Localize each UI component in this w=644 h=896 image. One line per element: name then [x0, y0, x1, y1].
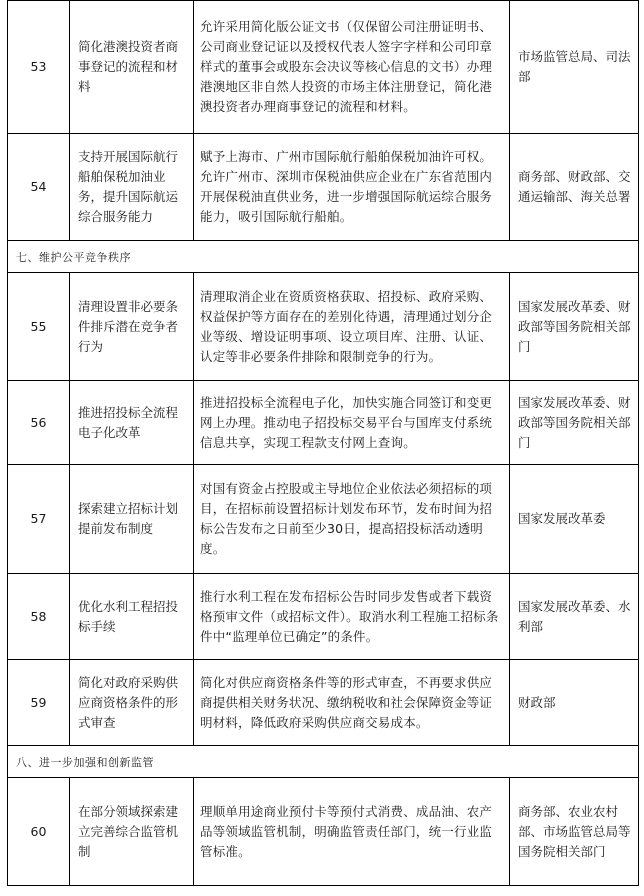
responsible-department: 商务部、财政部、交通运输部、海关总署 — [518, 169, 631, 204]
reform-content: 理顺单用途商业预付卡等预付式消费、成品油、农产品等领域监管机制，明确监管责任部门，统一行业监管标准。 — [194, 778, 510, 885]
table-row — [8, 465, 638, 574]
row-number: 54 — [8, 134, 70, 240]
reform-item: 在部分领域探索建立完善综合监管机制 — [70, 778, 194, 885]
responsible-department: 国家发展改革委、财政部等国务院相关部门 — [518, 394, 631, 450]
section-heading-row — [8, 241, 638, 273]
section-heading: 八、进一步加强和创新监管 — [16, 755, 154, 769]
reform-item: 探索建立招标计划提前发布制度 — [70, 465, 194, 573]
responsible-department: 国家发展改革委、水利部 — [518, 598, 631, 634]
reform-content: 推进招投标全流程电子化，加快实施合同签订和变更网上办理。推动电子招投标交易平台与国库支付系统信息共享，实现工程款支付网上查询。 — [194, 381, 510, 464]
policy-table — [7, 0, 639, 886]
table-row — [8, 778, 638, 886]
reform-item: 推进招投标全流程电子化改革 — [70, 381, 194, 464]
reform-item: 简化对政府采购供应商资格条件的形式审查 — [70, 660, 194, 745]
table-row — [8, 134, 638, 241]
row-number: 60 — [8, 778, 70, 885]
section-heading: 七、维护公平竞争秩序 — [16, 250, 131, 264]
section-heading-row — [8, 746, 638, 778]
reform-content: 推行水利工程在发布招标公告时同步发售或者下载资格预审文件（或招标文件）。取消水利工程施工招标条件中“监理单位已确定”的条件。 — [194, 574, 510, 659]
row-number: 59 — [8, 660, 70, 745]
reform-content: 清理取消企业在资质资格获取、招投标、政府采购、权益保护等方面存在的差别化待遇，清理通过划分企业等级、增设证明事项、设立项目库、注册、认证、认定等非必要条件排除和限制竞争的行为。 — [194, 273, 510, 380]
row-number: 57 — [8, 465, 70, 573]
table-row — [8, 574, 638, 660]
reform-item: 支持开展国际航行船舶保税加油业务，提升国际航运综合服务能力 — [70, 134, 194, 240]
reform-item: 清理设置非必要条件排斥潜在竞争者行为 — [70, 273, 194, 380]
responsible-department: 国家发展改革委、财政部等国务院相关部门 — [518, 298, 631, 354]
row-number: 56 — [8, 381, 70, 464]
row-number: 55 — [8, 273, 70, 380]
table-row — [8, 273, 638, 381]
table-row — [8, 381, 638, 465]
reform-content: 对国有资金占控股或主导地位企业依法必须招标的项目，在招标前设置招标计划发布环节，发布时间为招标公告发布之日前至少30日，提高招投标活动透明度。 — [194, 465, 510, 573]
reform-content: 简化对供应商资格条件等的形式审查，不再要求供应商提供相关财务状况、缴纳税收和社会保障资金等证明材料，降低政府采购供应商交易成本。 — [194, 660, 510, 745]
table-row — [8, 0, 638, 134]
reform-item: 简化港澳投资者商事登记的流程和材料 — [70, 1, 194, 133]
responsible-department: 国家发展改革委 — [518, 511, 606, 526]
responsible-department: 财政部 — [518, 694, 556, 710]
row-number: 58 — [8, 574, 70, 659]
responsible-department: 市场监管总局、司法部 — [518, 49, 631, 84]
responsible-department: 商务部、农业农村部、市场监管总局等国务院相关部门 — [518, 803, 631, 859]
reform-content: 赋予上海市、广州市国际航行船舶保税加油许可权。允许广州市、深圳市保税油供应企业在广东省范围内开展保税油直供业务，进一步增强国际航运综合服务能力，吸引国际航行船舶。 — [194, 134, 510, 240]
reform-item: 优化水利工程招投标手续 — [70, 574, 194, 659]
row-number: 53 — [8, 1, 70, 133]
reform-content: 允许采用简化版公证文书（仅保留公司注册证明书、公司商业登记证以及授权代表人签字字样和公司印章样式的董事会或股东会决议等核心信息的文书）办理港澳地区非自然人投资的市场主体注册登记，简化港澳投资者办理商事登记的流程和材料。 — [194, 1, 510, 133]
table-row — [8, 660, 638, 746]
